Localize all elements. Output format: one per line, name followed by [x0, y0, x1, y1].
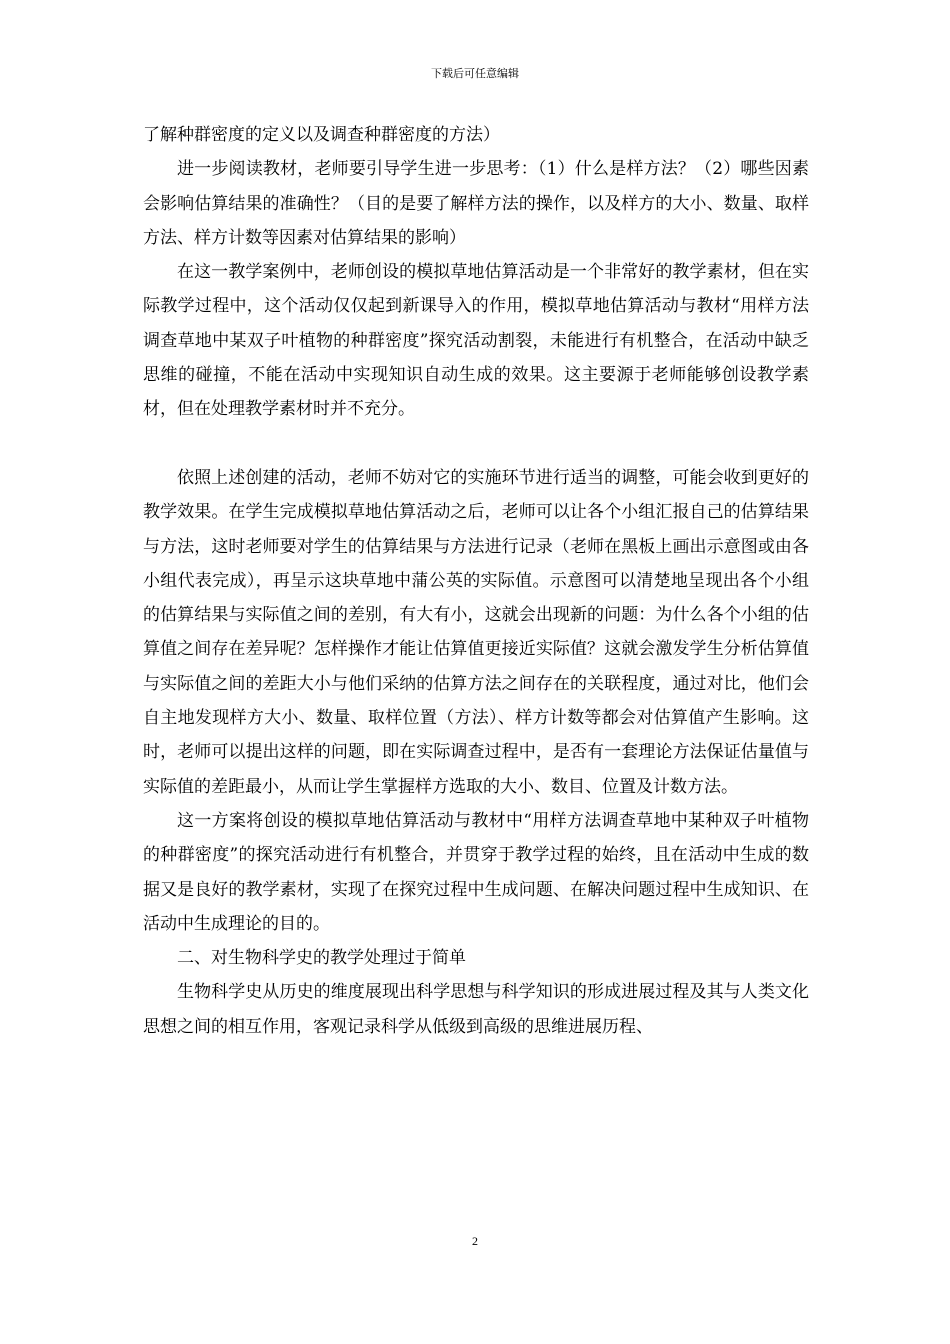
document-body	[143, 118, 809, 1044]
paragraph-adjustment: 依照上述创建的活动，老师不妨对它的实施环节进行适当的调整，可能会收到更好的教学效果。在学生完成模拟草地估算活动之后，老师可以让各个小组汇报自己的估算结果与方法，这时老师要对学生的估算结果与方法进行记录（老师在黑板上画出示意图或由各小组代表完成），再呈示这块草地中蒲公英的实际值。示意图可以清楚地呈现出各个小组的估算结果与实际值之间的差别，有大有小，这就会出现新的问题：为什么各个小组的估算值之间存在差异呢？怎样操作才能让估算值更接近实际值？这就会激发学生分析估算值与实际值之间的差距大小与他们采纳的估算方法之间存在的关联程度，通过对比，他们会自主地发现样方大小、数量、取样位置（方法）、样方计数等都会对估算值产生影响。这时，老师可以提出这样的问题，即在实际调查过程中，是否有一套理论方法保证估量值与实际值的差距最小，从而让学生掌握样方选取的大小、数目、位置及计数方法。	[143, 467, 809, 797]
paragraph-science-history: 生物科学史从历史的维度展现出科学思想与科学知识的形成进展过程及其与人类文化思想之间的相互作用，客观记录科学从低级到高级的思维进展历程、	[143, 982, 809, 1037]
paragraph-case-analysis: 在这一教学案例中，老师创设的模拟草地估算活动是一个非常好的教学素材，但在实际教学过程中，这个活动仅仅起到新课导入的作用，模拟草地估算活动与教材“用样方法调查草地中某双子叶植物的种群密度”探究活动割裂，未能进行有机整合，在活动中缺乏思维的碰撞，不能在活动中实现知识自动生成的效果。这主要源于老师能够创设教学素材，但在处理教学素材时并不充分。	[143, 262, 809, 420]
paragraph-continuation: 了解种群密度的定义以及调查种群密度的方法）	[143, 125, 500, 145]
paragraph-reading-questions: 进一步阅读教材，老师要引导学生进一步思考：（1）什么是样方法？（2）哪些因素会影响估算结果的准确性？（目的是要了解样方法的操作，以及样方的大小、数量、取样方法、样方计数等因素对估算结果的影响）	[143, 159, 809, 248]
page-number: 2	[472, 1234, 478, 1248]
page-header: 下载后可任意编辑	[431, 67, 519, 80]
section-heading: 二、对生物科学史的教学处理过于简单	[177, 948, 466, 969]
paragraph-integration: 这一方案将创设的模拟草地估算活动与教材中“用样方法调查草地中某种双子叶植物的种群密度”的探究活动进行有机整合，并贯穿于教学过程的始终，且在活动中生成的数据又是良好的教学素材，实现了在探究过程中生成问题、在解决问题过程中生成知识、在活动中生成理论的目的。	[143, 810, 809, 934]
paragraph-spacer	[143, 427, 809, 461]
